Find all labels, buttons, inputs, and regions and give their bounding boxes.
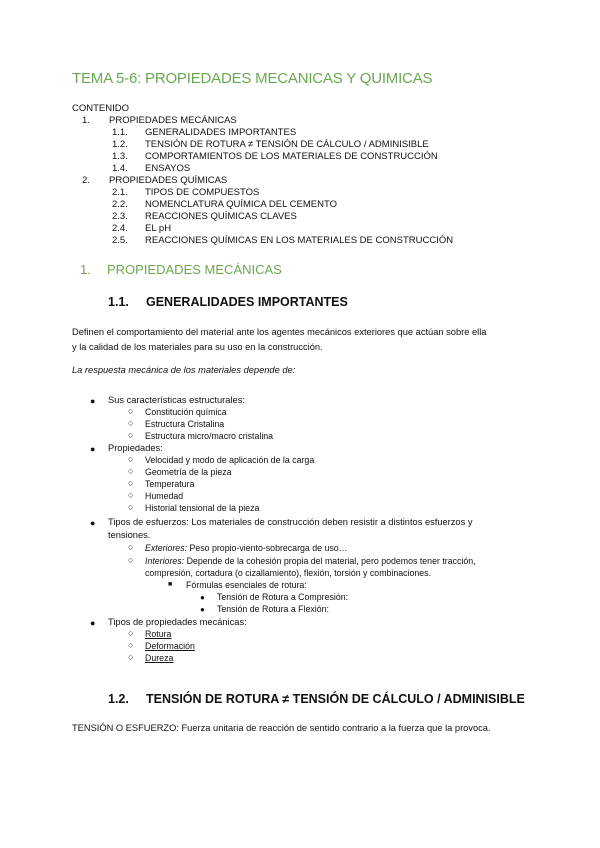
toc-item-number: 1.1.	[112, 127, 128, 138]
section-number: 1.	[80, 262, 91, 277]
subsection-heading	[108, 295, 348, 309]
section-heading	[80, 262, 282, 277]
toc-item-label: COMPORTAMIENTOS DE LOS MATERIALES DE CONSTRUCCIÓN	[145, 151, 438, 162]
toc-item-number: 2.5.	[112, 235, 128, 246]
sub-item: Deformación	[145, 641, 195, 651]
toc-item-number: 2.4.	[112, 223, 128, 234]
toc-item-number: 1.3.	[112, 151, 128, 162]
intro-text: La respuesta mecánica de los materiales depende de:	[72, 365, 296, 375]
sub-item-label: Exteriores:	[145, 543, 188, 553]
formulas-label: Fórmulas esenciales de rotura:	[186, 580, 307, 590]
paragraph-line: Definen el comportamiento del material ante los agentes mecánicos exteriores que actúan sobre ella	[72, 327, 487, 337]
circle-bullet-icon: ○	[128, 478, 134, 488]
toc-item-number: 1.	[82, 115, 90, 126]
bullet-icon: ●	[90, 618, 96, 628]
toc-item-number: 1.2.	[112, 139, 128, 150]
toc-item-label: ENSAYOS	[145, 163, 191, 174]
bullet-label: Tipos de esfuerzos: Los materiales de construcción deben resistir a distintos esfuerzos y	[108, 517, 473, 527]
sub-item: Humedad	[145, 491, 184, 501]
toc-heading: CONTENIDO	[72, 103, 129, 114]
toc-item-label: EL pH	[145, 223, 172, 234]
sub-item: Estructura Cristalina	[145, 419, 225, 429]
bullet-label-continued: tensiones.	[108, 530, 151, 540]
subsection-heading	[108, 692, 525, 706]
toc-item-number: 2.2.	[112, 199, 128, 210]
bullet-icon: ●	[90, 444, 96, 454]
circle-bullet-icon: ○	[128, 406, 134, 416]
formula-item: Tensión de Rotura a Flexión:	[217, 604, 329, 614]
paragraph: TENSIÓN O ESFUERZO: Fuerza unitaria de reacción de sentido contrario a la fuerza que la provoca.	[72, 723, 491, 733]
sub-item: Velocidad y modo de aplicación de la carga	[145, 455, 315, 465]
circle-bullet-icon: ○	[128, 652, 134, 662]
sub-item: Rotura	[145, 629, 172, 639]
dot-bullet-icon: ●	[200, 593, 205, 602]
circle-bullet-icon: ○	[128, 640, 134, 650]
toc-item-number: 2.	[82, 175, 90, 186]
subsection-title: GENERALIDADES IMPORTANTES	[146, 295, 348, 309]
sub-item-label: Interiores:	[145, 556, 185, 566]
sub-item-text: Peso propio-viento-sobrecarga de uso…	[187, 543, 348, 553]
bullet-icon: ●	[90, 396, 96, 406]
circle-bullet-icon: ○	[128, 418, 134, 428]
sub-item: Estructura micro/macro cristalina	[145, 431, 274, 441]
bullet-label: Tipos de propiedades mecánicas:	[108, 617, 247, 627]
bullet-label: Propiedades:	[108, 443, 163, 453]
toc-item-label: PROPIEDADES QUÍMICAS	[109, 175, 228, 186]
paragraph-line: y la calidad de los materiales para su uso en la construcción.	[72, 342, 323, 352]
toc-item-label: NOMENCLATURA QUÍMICA DEL CEMENTO	[145, 199, 337, 210]
bullet-label: Sus características estructurales:	[108, 395, 245, 405]
circle-bullet-icon: ○	[128, 454, 134, 464]
circle-bullet-icon: ○	[128, 555, 134, 565]
circle-bullet-icon: ○	[128, 542, 134, 552]
sub-item-continued: compresión, cortadura (o cizallamiento), flexión, torsión y combinaciones.	[145, 568, 432, 578]
subsection-title: TENSIÓN DE ROTURA ≠ TENSIÓN DE CÁLCULO / ADMINISIBLE	[146, 692, 525, 706]
sub-item: Constitución química	[145, 407, 227, 417]
toc-item-number: 2.3.	[112, 211, 128, 222]
toc-item-label: TIPOS DE COMPUESTOS	[145, 187, 260, 198]
toc-item-label: REACCIONES QUÍMICAS CLAVES	[145, 211, 297, 222]
bullet-icon: ●	[90, 518, 96, 528]
subsection-number: 1.1.	[108, 295, 129, 309]
circle-bullet-icon: ○	[128, 490, 134, 500]
sub-item: Geometría de la pieza	[145, 467, 232, 477]
circle-bullet-icon: ○	[128, 502, 134, 512]
toc-item-label: PROPIEDADES MECÁNICAS	[109, 115, 237, 126]
section-title: PROPIEDADES MECÁNICAS	[107, 262, 282, 277]
formula-item: Tensión de Rotura a Compresión:	[217, 592, 349, 602]
toc-item-label: TENSIÓN DE ROTURA ≠ TENSIÓN DE CÁLCULO / ADMINISIBLE	[145, 139, 429, 150]
subsection-number: 1.2.	[108, 692, 129, 706]
sub-item: Historial tensional de la pieza	[145, 503, 260, 513]
dot-bullet-icon: ●	[200, 605, 205, 614]
paragraph	[72, 325, 532, 355]
circle-bullet-icon: ○	[128, 430, 134, 440]
circle-bullet-icon: ○	[128, 466, 134, 476]
toc-item-number: 1.4.	[112, 163, 128, 174]
sub-item-text: Depende de la cohesión propia del material, pero podemos tener tracción,	[184, 556, 476, 566]
square-bullet-icon: ■	[168, 581, 173, 588]
document-title: TEMA 5-6: PROPIEDADES MECANICAS Y QUIMICAS	[72, 70, 433, 87]
toc-item-label: GENERALIDADES IMPORTANTES	[145, 127, 297, 138]
sub-item	[145, 543, 347, 553]
sub-item: Dureza	[145, 653, 174, 663]
toc-item-label: REACCIONES QUÍMICAS EN LOS MATERIALES DE CONSTRUCCIÓN	[145, 235, 454, 246]
circle-bullet-icon: ○	[128, 628, 134, 638]
toc-item-number: 2.1.	[112, 187, 128, 198]
sub-item: Temperatura	[145, 479, 195, 489]
sub-item	[145, 556, 476, 566]
